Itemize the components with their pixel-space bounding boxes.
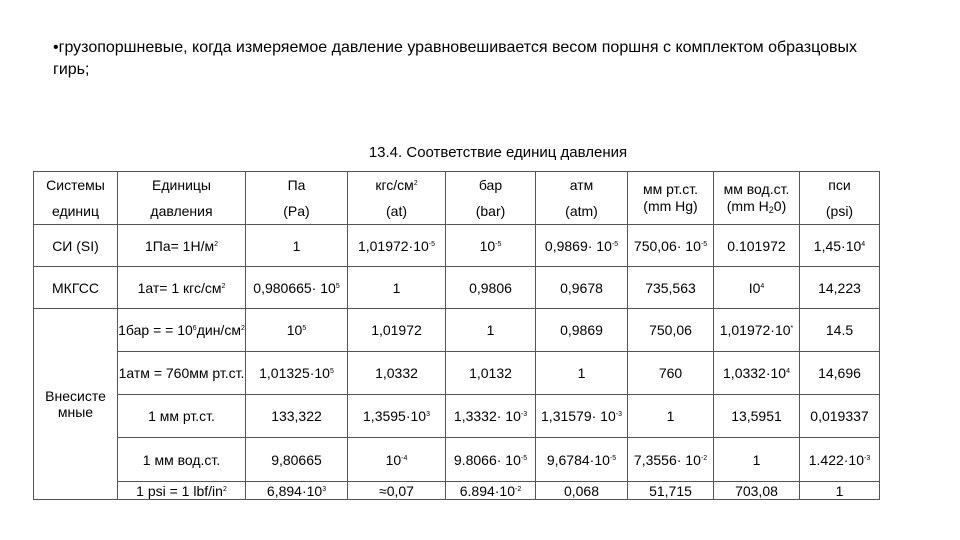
table-cell: $1,3595\cdot 10^3$: [348, 395, 446, 438]
header-bar: бар (bar): [446, 172, 536, 225]
table-cell: 1атм = 760мм рт.ст.: [118, 352, 246, 395]
header-pa: Па (Pa): [246, 172, 348, 225]
table-cell: 1: [800, 482, 880, 500]
table-cell: 1,0132: [446, 352, 536, 395]
table-cell: 1,0332: [348, 352, 446, 395]
table-cell: $10^5$: [246, 309, 348, 352]
table-cell: 1: [714, 438, 800, 482]
table-cell: $I0^4$: [714, 267, 800, 309]
table-cell: $1.422\cdot 10^{-3}$: [800, 438, 880, 482]
table-cell: $9.8066\cdot 10^{-5}$: [446, 438, 536, 482]
table-cell: $1,01325\cdot 10^5$: [246, 352, 348, 395]
table-cell: 0,068: [536, 482, 628, 500]
header-psi: пси (psi): [800, 172, 880, 225]
table-title: 13.4. Соответствие единиц давления: [368, 144, 628, 161]
table-cell: 1: [628, 395, 714, 438]
table-cell: 14,696: [800, 352, 880, 395]
table-cell: 9,80665: [246, 438, 348, 482]
table-cell: 1 мм вод.ст.: [118, 438, 246, 482]
table-cell: 13,5951: [714, 395, 800, 438]
table-cell: 1: [246, 225, 348, 267]
table-cell: 1: [446, 309, 536, 352]
table-cell: $10^{-5}$: [446, 225, 536, 267]
table-cell: $6,894\cdot 10^3$: [246, 482, 348, 500]
table-cell: $1,0332\cdot 10^4$: [714, 352, 800, 395]
table-cell: 1ат= 1 кгс/$см^2$: [118, 267, 246, 309]
header-systems: Системы единиц: [34, 172, 118, 225]
header-mmh2o: мм вод.ст. (mm $H_20$): [714, 172, 800, 225]
table-cell: 0.101972: [714, 225, 800, 267]
table-cell: $0,9869\cdot 10^{-5}$: [536, 225, 628, 267]
header-row: [34, 172, 880, 225]
table-cell: $6.894\cdot 10^{-2}$: [446, 482, 536, 500]
table-cell: 0,9806: [446, 267, 536, 309]
table-cell: 703,08: [714, 482, 800, 500]
group-si: СИ (SI): [34, 225, 118, 267]
table-cell: 1 psi = 1 lbf/$in^2$: [118, 482, 246, 500]
table-cell: $7,3556\cdot 10^{-2}$: [628, 438, 714, 482]
table-cell: 133,322: [246, 395, 348, 438]
row-mmh2o: [34, 438, 880, 482]
pressure-units-table: [33, 171, 880, 500]
row-mmhg: [34, 395, 880, 438]
table-cell: 51,715: [628, 482, 714, 500]
table-cell: 14.5: [800, 309, 880, 352]
header-mmhg: мм рт.ст. (mm Hg): [628, 172, 714, 225]
header-units: Единицы давления: [118, 172, 246, 225]
table-cell: 1: [348, 267, 446, 309]
row-bar: [34, 309, 880, 352]
table-cell: ≈0,07: [348, 482, 446, 500]
row-psi: [34, 482, 880, 500]
group-offsystem: Внесисте мные: [34, 309, 118, 500]
table-cell: 1бар = = $10^6дин/см^2$: [118, 309, 246, 352]
table-cell: 1 мм рт.ст.: [118, 395, 246, 438]
table-cell: 14,223: [800, 267, 880, 309]
bullet-text: •грузопоршневые, когда измеряемое давление уравновешивается весом поршня с комплектом образцовых гирь;: [53, 39, 857, 78]
table-cell: 760: [628, 352, 714, 395]
header-atm: атм (atm): [536, 172, 628, 225]
table-cell: 750,06: [628, 309, 714, 352]
table-cell: 735,563: [628, 267, 714, 309]
header-kgf: кгс/$см^2$ (at): [348, 172, 446, 225]
table-cell: 0,9869: [536, 309, 628, 352]
table-cell: $1,31579\cdot 10^{-3}$: [536, 395, 628, 438]
table-cell: $1,01972\cdot 10^{-5}$: [348, 225, 446, 267]
table-cell: $1,3332\cdot 10^{-3}$: [446, 395, 536, 438]
table-cell: $750,06\cdot 10^{-5}$: [628, 225, 714, 267]
table-cell: 0,9678: [536, 267, 628, 309]
table-cell: 1: [536, 352, 628, 395]
table-cell: $0,980665\cdot 10^5$: [246, 267, 348, 309]
table-cell: 1,01972: [348, 309, 446, 352]
row-mkgss: [34, 267, 880, 309]
table-cell: $1Па= 1Н/м^2$: [118, 225, 246, 267]
group-mkgss: МКГСС: [34, 267, 118, 309]
table-cell: $1,45\cdot 10^4$: [800, 225, 880, 267]
table-cell: $9,6784\cdot 10^{-5}$: [536, 438, 628, 482]
table-cell: 1,01972·10*: [714, 309, 800, 352]
table-cell: $10^{-4}$: [348, 438, 446, 482]
row-si: [34, 225, 880, 267]
table-cell: 0,019337: [800, 395, 880, 438]
row-atm: [34, 352, 880, 395]
